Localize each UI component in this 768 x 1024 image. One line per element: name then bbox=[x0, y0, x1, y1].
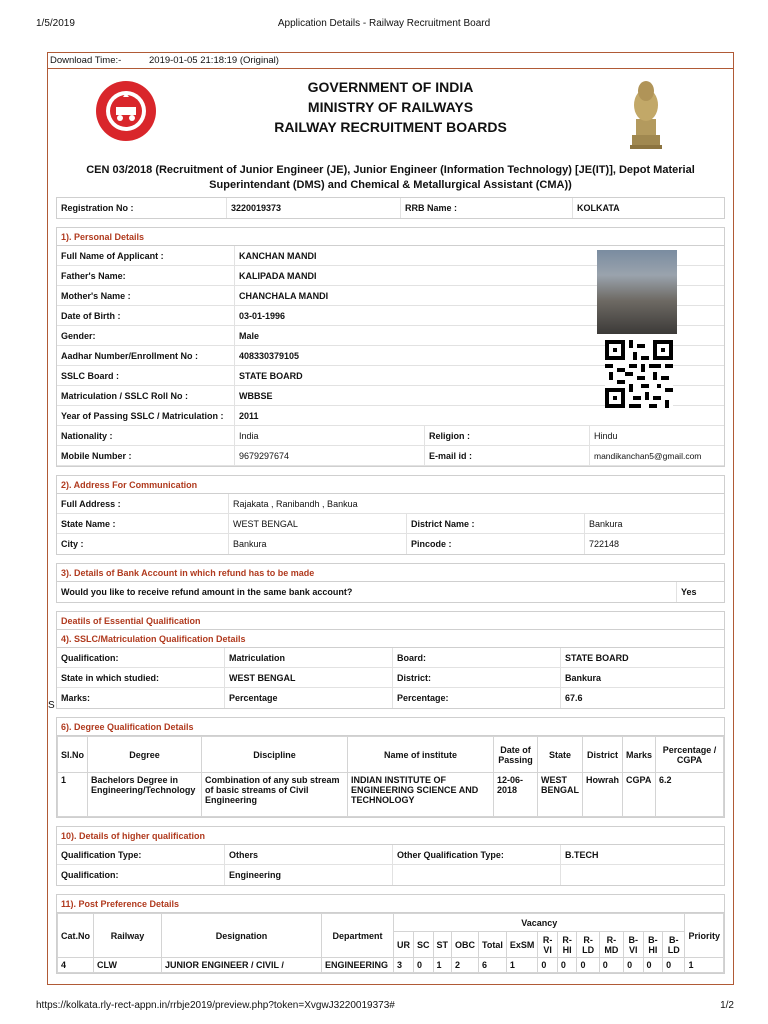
board-label: Board: bbox=[393, 648, 561, 667]
table-row bbox=[58, 773, 724, 817]
column-header: B-HI bbox=[643, 932, 663, 958]
column-header: Discipline bbox=[202, 737, 348, 773]
email-value: mandikanchan5@gmail.com bbox=[594, 451, 702, 461]
degree-header-row bbox=[58, 737, 724, 773]
column-header: B-VI bbox=[624, 932, 643, 958]
state-value: WEST BENGAL bbox=[229, 514, 407, 533]
post-preference-table bbox=[57, 913, 724, 973]
registration-value: 3220019373 bbox=[227, 198, 401, 218]
field-value: KALIPADA MANDI bbox=[239, 271, 317, 281]
personal-row bbox=[57, 406, 724, 426]
field-value: STATE BOARD bbox=[239, 371, 303, 381]
sslc-row bbox=[57, 668, 724, 688]
bank-title: 3). Details of Bank Account in which refund has to be made bbox=[57, 564, 724, 582]
refund-row bbox=[57, 582, 724, 602]
column-header: Sl.No bbox=[58, 737, 88, 773]
percentage-label: Percentage: bbox=[393, 688, 561, 708]
religion-label: Religion : bbox=[425, 426, 590, 445]
full-address-value: Rajakata , Ranibandh , Bankua bbox=[233, 499, 358, 509]
registration-row bbox=[57, 198, 724, 218]
column-header: Cat.No bbox=[58, 914, 94, 958]
nationality-row bbox=[57, 426, 724, 446]
table-cell: 0 bbox=[599, 958, 623, 973]
table-cell: 1 bbox=[506, 958, 538, 973]
column-header: Percentage / CGPA bbox=[656, 737, 724, 773]
full-address-label: Full Address : bbox=[57, 494, 229, 513]
table-cell: 0 bbox=[663, 958, 685, 973]
table-cell: CLW bbox=[94, 958, 162, 973]
degree-title: 6). Degree Qualification Details bbox=[57, 718, 724, 736]
column-header: Designation bbox=[162, 914, 322, 958]
column-header: R-LD bbox=[577, 932, 599, 958]
address-section bbox=[56, 475, 725, 555]
table-cell: 6.2 bbox=[656, 773, 724, 817]
table-cell: 0 bbox=[643, 958, 663, 973]
column-header: Date of Passing bbox=[494, 737, 538, 773]
print-title: Application Details - Railway Recruitment Board bbox=[277, 18, 491, 29]
city-value: Bankura bbox=[229, 534, 407, 554]
column-header: Priority bbox=[685, 914, 724, 958]
percentage-value: 67.6 bbox=[565, 693, 583, 703]
table-cell: 2 bbox=[452, 958, 479, 973]
state-studied-value: WEST BENGAL bbox=[225, 668, 393, 687]
table-cell: CGPA bbox=[623, 773, 656, 817]
table-cell: 6 bbox=[479, 958, 507, 973]
table-cell: 1 bbox=[58, 773, 88, 817]
column-header: State bbox=[538, 737, 583, 773]
address-title: 2). Address For Communication bbox=[57, 476, 724, 494]
qr-code-icon bbox=[605, 340, 673, 408]
field-label: Year of Passing SSLC / Matriculation : bbox=[57, 406, 235, 425]
field-label: Father's Name: bbox=[57, 266, 235, 285]
qualification-type-value: Others bbox=[225, 845, 393, 864]
religion-value: Hindu bbox=[594, 431, 618, 441]
column-header: District bbox=[583, 737, 623, 773]
column-header: Railway bbox=[94, 914, 162, 958]
print-footer bbox=[36, 1000, 734, 1014]
table-cell: WEST BENGAL bbox=[538, 773, 583, 817]
national-emblem-icon bbox=[626, 75, 666, 153]
column-header: ST bbox=[433, 932, 452, 958]
column-header: Total bbox=[479, 932, 507, 958]
download-time-row bbox=[48, 53, 733, 69]
table-cell: 4 bbox=[58, 958, 94, 973]
personal-details-title: 1). Personal Details bbox=[57, 228, 724, 246]
field-value: WBBSE bbox=[239, 391, 273, 401]
bank-section bbox=[56, 563, 725, 603]
pincode-value: 722148 bbox=[589, 539, 620, 549]
city-row bbox=[57, 534, 724, 554]
table-cell: ENGINEERING bbox=[322, 958, 394, 973]
rrb-name-value: KOLKATA bbox=[577, 203, 620, 213]
field-label: Date of Birth : bbox=[57, 306, 235, 325]
table-cell: Combination of any sub stream of basic streams of Civil Engineering bbox=[202, 773, 348, 817]
higher-qualification-value: Engineering bbox=[225, 865, 393, 885]
table-row bbox=[58, 958, 724, 973]
column-header: Marks bbox=[623, 737, 656, 773]
table-cell: 0 bbox=[538, 958, 557, 973]
column-header: B-LD bbox=[663, 932, 685, 958]
registration-label: Registration No : bbox=[57, 198, 227, 218]
higher-row bbox=[57, 845, 724, 865]
email-label: E-mail id : bbox=[425, 446, 590, 465]
sslc-row bbox=[57, 648, 724, 668]
sslc-row bbox=[57, 688, 724, 708]
government-heading bbox=[218, 77, 563, 137]
full-address-row bbox=[57, 494, 724, 514]
state-studied-label: State in which studied: bbox=[57, 668, 225, 687]
column-header: R-HI bbox=[557, 932, 577, 958]
degree-section bbox=[56, 717, 725, 818]
refund-question: Would you like to receive refund amount in the same bank account? bbox=[57, 582, 677, 602]
field-label: Full Name of Applicant : bbox=[57, 246, 235, 265]
field-value: KANCHAN MANDI bbox=[239, 251, 317, 261]
print-date: 1/5/2019 bbox=[36, 18, 75, 29]
table-cell: 0 bbox=[414, 958, 434, 973]
rrb-name-label: RRB Name : bbox=[401, 198, 573, 218]
download-time-value: 2019-01-05 21:18:19 (Original) bbox=[149, 55, 279, 66]
higher-qualification-section bbox=[56, 826, 725, 886]
marks-label: Marks: bbox=[57, 688, 225, 708]
other-type-label: Other Qualification Type: bbox=[393, 845, 561, 864]
personal-details-section bbox=[56, 227, 725, 467]
stray-letter: S bbox=[48, 700, 55, 711]
page-number: 1/2 bbox=[720, 1000, 734, 1011]
table-cell: 1 bbox=[433, 958, 452, 973]
indian-railways-logo-icon bbox=[94, 79, 158, 143]
board-value: STATE BOARD bbox=[565, 653, 629, 663]
higher-title: 10). Details of higher qualification bbox=[57, 827, 724, 845]
mobile-row bbox=[57, 446, 724, 466]
city-label: City : bbox=[57, 534, 229, 554]
column-header: Name of institute bbox=[348, 737, 494, 773]
qualification-value: Matriculation bbox=[225, 648, 393, 667]
higher-row bbox=[57, 865, 724, 885]
qualification-type-label: Qualification Type: bbox=[57, 845, 225, 864]
field-label: Gender: bbox=[57, 326, 235, 345]
degree-table bbox=[57, 736, 724, 817]
column-header: UR bbox=[394, 932, 414, 958]
column-header: OBC bbox=[452, 932, 479, 958]
column-header: Degree bbox=[88, 737, 202, 773]
table-cell: 0 bbox=[624, 958, 643, 973]
field-value: 2011 bbox=[239, 411, 259, 421]
nationality-label: Nationality : bbox=[57, 426, 235, 445]
document-header bbox=[48, 69, 733, 159]
column-header: Department bbox=[322, 914, 394, 958]
nationality-value: India bbox=[235, 426, 425, 445]
table-cell: INDIAN INSTITUTE OF ENGINEERING SCIENCE AND TECHNOLOGY bbox=[348, 773, 494, 817]
district-value: Bankura bbox=[589, 519, 623, 529]
field-label: Matriculation / SSLC Roll No : bbox=[57, 386, 235, 405]
mobile-value: 9679297674 bbox=[235, 446, 425, 465]
table-cell: 1 bbox=[685, 958, 724, 973]
heading-line-3: RAILWAY RECRUITMENT BOARDS bbox=[274, 119, 507, 135]
page-url-link[interactable]: https://kolkata.rly-rect-appn.in/rrbje2019/preview.php?token=XvgwJ3220019373# bbox=[36, 1000, 395, 1011]
table-cell: 12-06-2018 bbox=[494, 773, 538, 817]
post-preference-section bbox=[56, 894, 725, 974]
field-value: 408330379105 bbox=[239, 351, 300, 361]
download-time-label: Download Time:- bbox=[50, 55, 122, 66]
essential-title: Deatils of Essential Qualification bbox=[57, 612, 724, 630]
recruitment-title: CEN 03/2018 (Recruitment of Junior Engineer (JE), Junior Engineer (Information Technology) [JE(IT)], Depot Material Superintendant (DMS) and Chemical & Metallurgical Assistant (CMA)) bbox=[86, 164, 695, 191]
column-header: Vacancy bbox=[394, 914, 685, 932]
mobile-label: Mobile Number : bbox=[57, 446, 235, 465]
marks-value: Percentage bbox=[225, 688, 393, 708]
field-label: SSLC Board : bbox=[57, 366, 235, 385]
sslc-district-label: District: bbox=[393, 668, 561, 687]
essential-qualification-section bbox=[56, 611, 725, 709]
field-label: Mother's Name : bbox=[57, 286, 235, 305]
applicant-photo bbox=[597, 250, 677, 334]
sslc-title: 4). SSLC/Matriculation Qualification Details bbox=[57, 630, 724, 648]
column-header: SC bbox=[414, 932, 434, 958]
higher-qualification-label: Qualification: bbox=[57, 865, 225, 885]
district-label: District Name : bbox=[407, 514, 585, 533]
field-value: CHANCHALA MANDI bbox=[239, 291, 329, 301]
table-cell: JUNIOR ENGINEER / CIVIL / bbox=[162, 958, 322, 973]
table-cell: 0 bbox=[557, 958, 577, 973]
state-label: State Name : bbox=[57, 514, 229, 533]
column-header: ExSM bbox=[506, 932, 538, 958]
table-cell: Bachelors Degree in Engineering/Technology bbox=[88, 773, 202, 817]
table-cell: 0 bbox=[577, 958, 599, 973]
qualification-label: Qualification: bbox=[57, 648, 225, 667]
print-header bbox=[36, 18, 732, 32]
table-cell: Howrah bbox=[583, 773, 623, 817]
other-type-value: B.TECH bbox=[565, 850, 599, 860]
sslc-district-value: Bankura bbox=[565, 673, 602, 683]
column-header: R-VI bbox=[538, 932, 557, 958]
table-cell: 3 bbox=[394, 958, 414, 973]
heading-line-1: GOVERNMENT OF INDIA bbox=[307, 79, 474, 95]
field-value: 03-01-1996 bbox=[239, 311, 286, 321]
field-value: Male bbox=[239, 331, 260, 341]
column-header: R-MD bbox=[599, 932, 623, 958]
refund-answer: Yes bbox=[681, 587, 697, 597]
field-label: Aadhar Number/Enrollment No : bbox=[57, 346, 235, 365]
post-title: 11). Post Preference Details bbox=[57, 895, 724, 913]
heading-line-2: MINISTRY OF RAILWAYS bbox=[307, 99, 474, 115]
registration-section bbox=[56, 197, 725, 219]
post-header-row bbox=[58, 914, 724, 932]
pincode-label: Pincode : bbox=[407, 534, 585, 554]
state-row bbox=[57, 514, 724, 534]
application-document bbox=[47, 52, 734, 985]
